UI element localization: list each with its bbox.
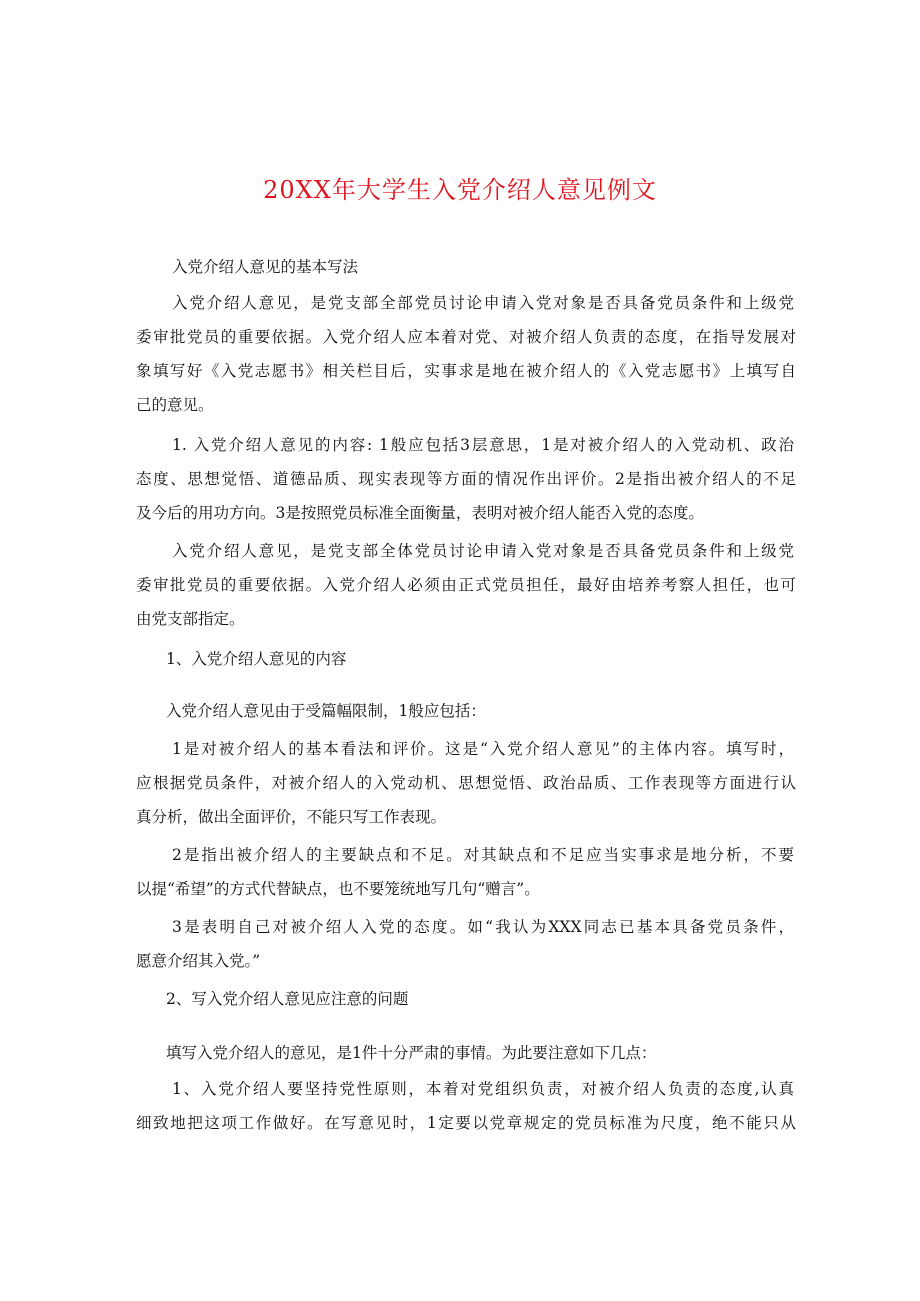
section-heading-content: 1、入党介绍人意见的内容 <box>166 650 347 668</box>
paragraph-line: 1、入党介绍人要坚持党性原则，本着对党组织负责，对被介绍人负责的态度,认真 <box>172 1080 794 1098</box>
paragraph-line: 愿意介绍其入党。” <box>136 952 261 970</box>
paragraph-line: 态度、思想觉悟、道德品质、现实表现等方面的情况作出评价。2是指出被介绍人的不足 <box>136 470 796 488</box>
paragraph-line: 以提“希望”的方式代替缺点，也不要笼统地写几句“赠言”。 <box>136 880 540 898</box>
paragraph-line: 2是指出被介绍人的主要缺点和不足。对其缺点和不足应当实事求是地分析，不要 <box>172 846 794 864</box>
paragraph-line: 入党介绍人意见由于受篇幅限制，1般应包括： <box>166 702 486 720</box>
section-heading-basic: 入党介绍人意见的基本写法 <box>172 258 359 276</box>
paragraph-line: 真分析，做出全面评价，不能只写工作表现。 <box>136 808 447 826</box>
paragraph-line: 由党支部指定。 <box>136 610 245 628</box>
paragraph-line: 己的意见。 <box>136 396 214 414</box>
paragraph-line: 应根据党员条件，对被介绍人的入党动机、思想觉悟、政治品质、工作表现等方面进行认 <box>136 774 796 792</box>
section-heading-notes: 2、写入党介绍人意见应注意的问题 <box>166 990 409 1008</box>
paragraph-line: 细致地把这项工作做好。在写意见时，1定要以党章规定的党员标准为尺度，绝不能只从 <box>136 1114 796 1132</box>
paragraph-line: 3是表明自己对被介绍人入党的态度。如“我认为XXX同志已基本具备党员条件， <box>172 918 794 936</box>
paragraph-line: 1是对被介绍人的基本看法和评价。这是“入党介绍人意见”的主体内容。填写时， <box>172 740 794 758</box>
paragraph-line: 象填写好《入党志愿书》相关栏目后，实事求是地在被介绍人的《入党志愿书》上填写自 <box>136 362 796 380</box>
paragraph-line: 委审批党员的重要依据。入党介绍人应本着对党、对被介绍人负责的态度，在指导发展对 <box>136 328 796 346</box>
document-title: 20XX年大学生入党介绍人意见例文 <box>263 176 657 204</box>
paragraph-line: 入党介绍人意见，是党支部全体党员讨论申请入党对象是否具备党员条件和上级党 <box>172 542 794 560</box>
paragraph-line: 入党介绍人意见，是党支部全部党员讨论申请入党对象是否具备党员条件和上级党 <box>172 294 794 312</box>
paragraph-line: 及今后的用功方向。3是按照党员标准全面衡量，表明对被介绍人能否入党的态度。 <box>136 504 704 522</box>
paragraph-line: 委审批党员的重要依据。入党介绍人必须由正式党员担任，最好由培养考察人担任，也可 <box>136 576 796 594</box>
paragraph-line: 填写入党介绍人的意见，是1件十分严肃的事情。为此要注意如下几点： <box>166 1044 657 1062</box>
paragraph-line: 1. 入党介绍人意见的内容: 1般应包括3层意思，1是对被介绍人的入党动机、政治 <box>172 436 794 454</box>
